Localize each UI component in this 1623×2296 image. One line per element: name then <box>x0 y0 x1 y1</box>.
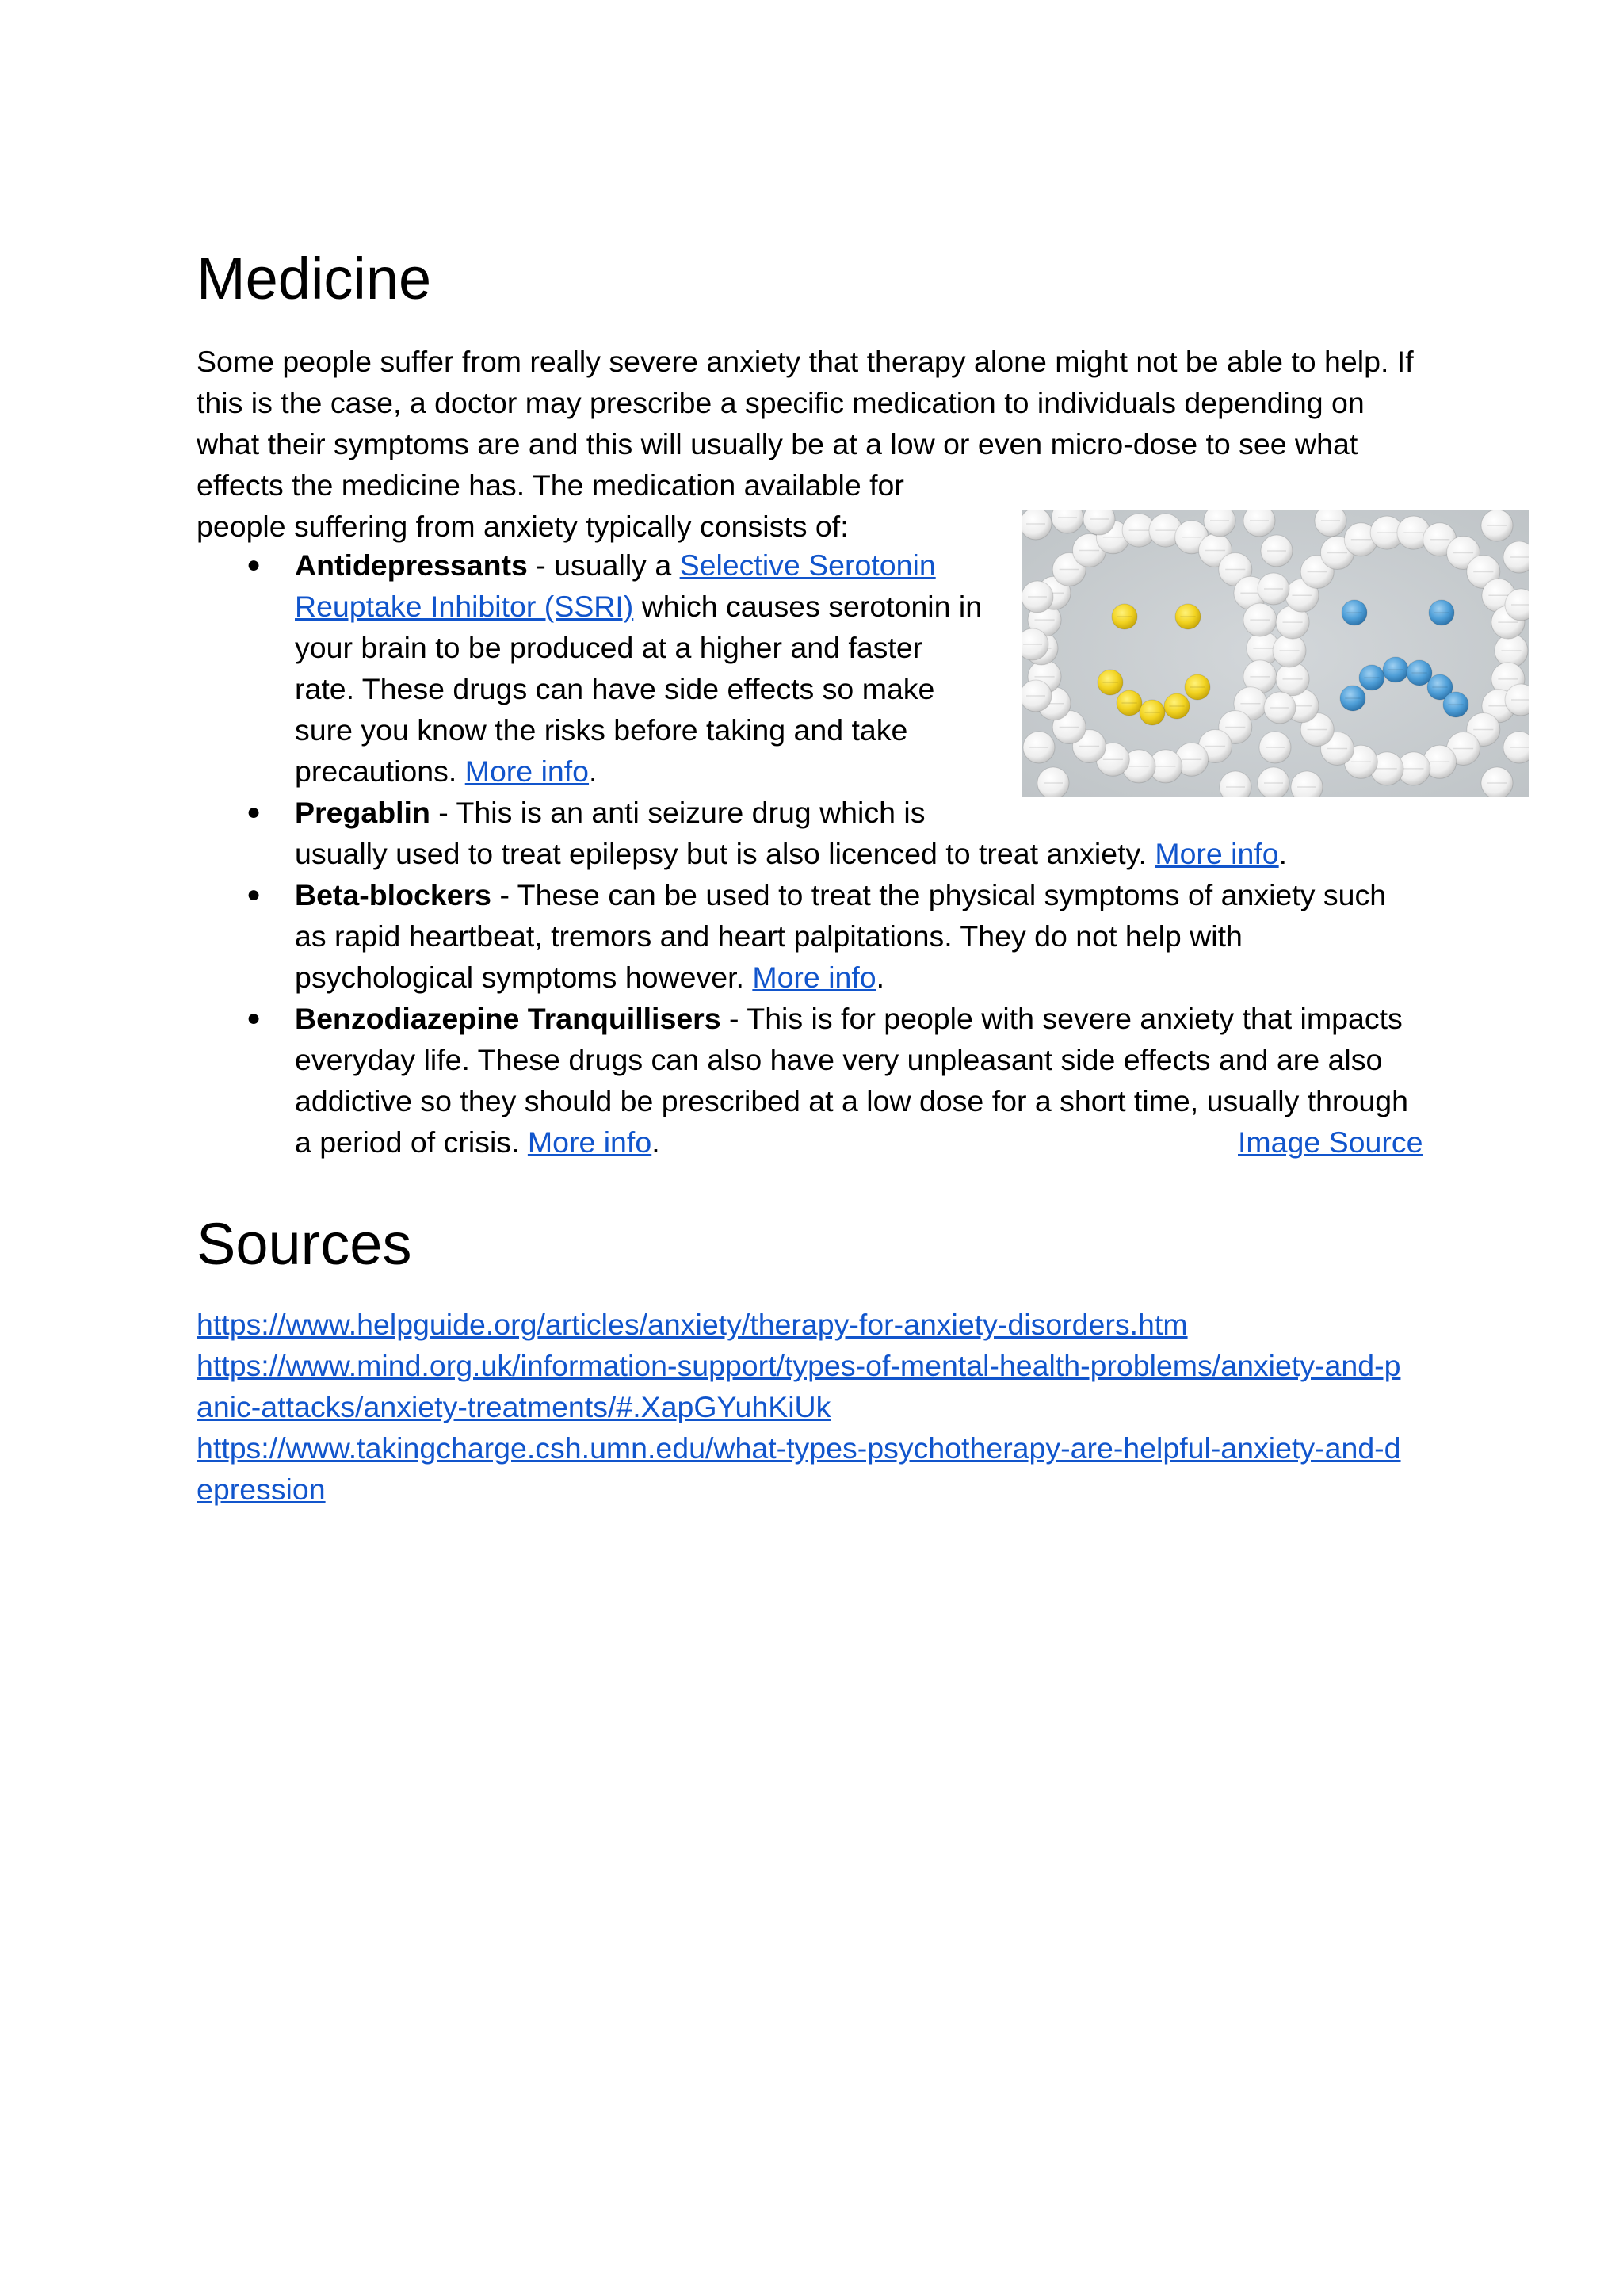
item-text: everyday life. These drugs can also have very unpleasant side effects and are also <box>295 1043 1383 1076</box>
ssri-link[interactable]: Selective Serotonin <box>679 548 936 582</box>
item-title: Pregablin <box>295 796 430 829</box>
item-title: Antidepressants <box>295 548 528 582</box>
more-info-link[interactable]: More info <box>1155 837 1279 870</box>
white-pill <box>1204 510 1235 537</box>
sources-heading: Sources <box>197 1211 412 1277</box>
item-text: as rapid heartbeat, tremors and heart palpitations. They do not help with <box>295 919 1243 953</box>
item-text: - These can be used to treat the physical symptoms of anxiety such <box>491 878 1387 911</box>
list-item-benzodiazepine <box>197 998 1465 1163</box>
white-pill <box>1481 767 1513 797</box>
item-text: your brain to be produced at a higher and faster <box>295 631 923 664</box>
list-item-beta-blockers <box>197 874 1465 998</box>
more-info-link[interactable]: More info <box>527 1125 652 1159</box>
intro-line: this is the case, a doctor may prescribe a specific medication to individuals depending on <box>197 386 1365 419</box>
period: . <box>876 961 885 994</box>
medicine-heading: Medicine <box>197 246 432 311</box>
item-text: a period of crisis. <box>295 1125 528 1159</box>
item-title: Benzodiazepine Tranquillisers <box>295 1002 721 1035</box>
item-text: psychological symptoms however. <box>295 961 753 994</box>
white-pill <box>1022 510 1052 540</box>
bullet-icon: ● <box>246 552 262 578</box>
item-text: which causes serotonin in <box>633 590 983 623</box>
period: . <box>589 755 598 788</box>
period: . <box>1278 837 1288 870</box>
source-link-mind[interactable]: https://www.mind.org.uk/information-support/types-of-mental-health-problems/anxiety-and-p <box>197 1349 1401 1382</box>
white-pill <box>1243 510 1275 537</box>
item-text: - This is an anti seizure drug which is <box>430 796 926 829</box>
bullet-icon: ● <box>246 799 262 825</box>
item-text: - usually a <box>527 548 680 582</box>
intro-line: Some people suffer from really severe anxiety that therapy alone might not be able to help. If <box>197 345 1414 378</box>
source-link-mind-continued[interactable]: anic-attacks/anxiety-treatments/#.XapGYuhKiUk <box>197 1390 831 1423</box>
item-text: sure you know the risks before taking and take <box>295 713 908 747</box>
item-text: usually used to treat epilepsy but is also licenced to treat anxiety. <box>295 837 1155 870</box>
more-info-link[interactable]: More info <box>752 961 876 994</box>
item-title: Beta-blockers <box>295 878 492 911</box>
sources-list <box>197 1304 1401 1510</box>
more-info-link[interactable]: More info <box>464 755 590 788</box>
item-text: addictive so they should be prescribed at a low dose for a short time, usually through <box>295 1084 1408 1117</box>
intro-line: effects the medicine has. The medication available for <box>197 468 904 502</box>
period: . <box>651 1125 660 1159</box>
source-link-helpguide[interactable]: https://www.helpguide.org/articles/anxiety/therapy-for-anxiety-disorders.htm <box>197 1308 1188 1341</box>
list-item-pregablin <box>197 792 1465 874</box>
bullet-icon: ● <box>246 881 262 907</box>
item-text: rate. These drugs can have side effects so make <box>295 672 935 705</box>
source-link-takingcharge-continued[interactable]: epression <box>197 1473 326 1506</box>
intro-line: people suffering from anxiety typically consists of: <box>197 510 849 543</box>
image-source-link[interactable]: Image Source <box>1238 1125 1423 1159</box>
source-link-takingcharge[interactable]: https://www.takingcharge.csh.umn.edu/what-types-psychotherapy-are-helpful-anxiety-and-d <box>197 1431 1401 1465</box>
bullet-icon: ● <box>246 1005 262 1031</box>
white-pill <box>1315 510 1346 537</box>
intro-line: what their symptoms are and this will usually be at a low or even micro-dose to see what <box>197 427 1358 460</box>
ssri-link-continued[interactable]: Reuptake Inhibitor (SSRI) <box>295 590 634 623</box>
item-text: precautions. <box>295 755 465 788</box>
item-text: - This is for people with severe anxiety that impacts <box>720 1002 1403 1035</box>
list-item-antidepressants <box>197 544 1465 792</box>
medication-list <box>197 544 1465 1163</box>
